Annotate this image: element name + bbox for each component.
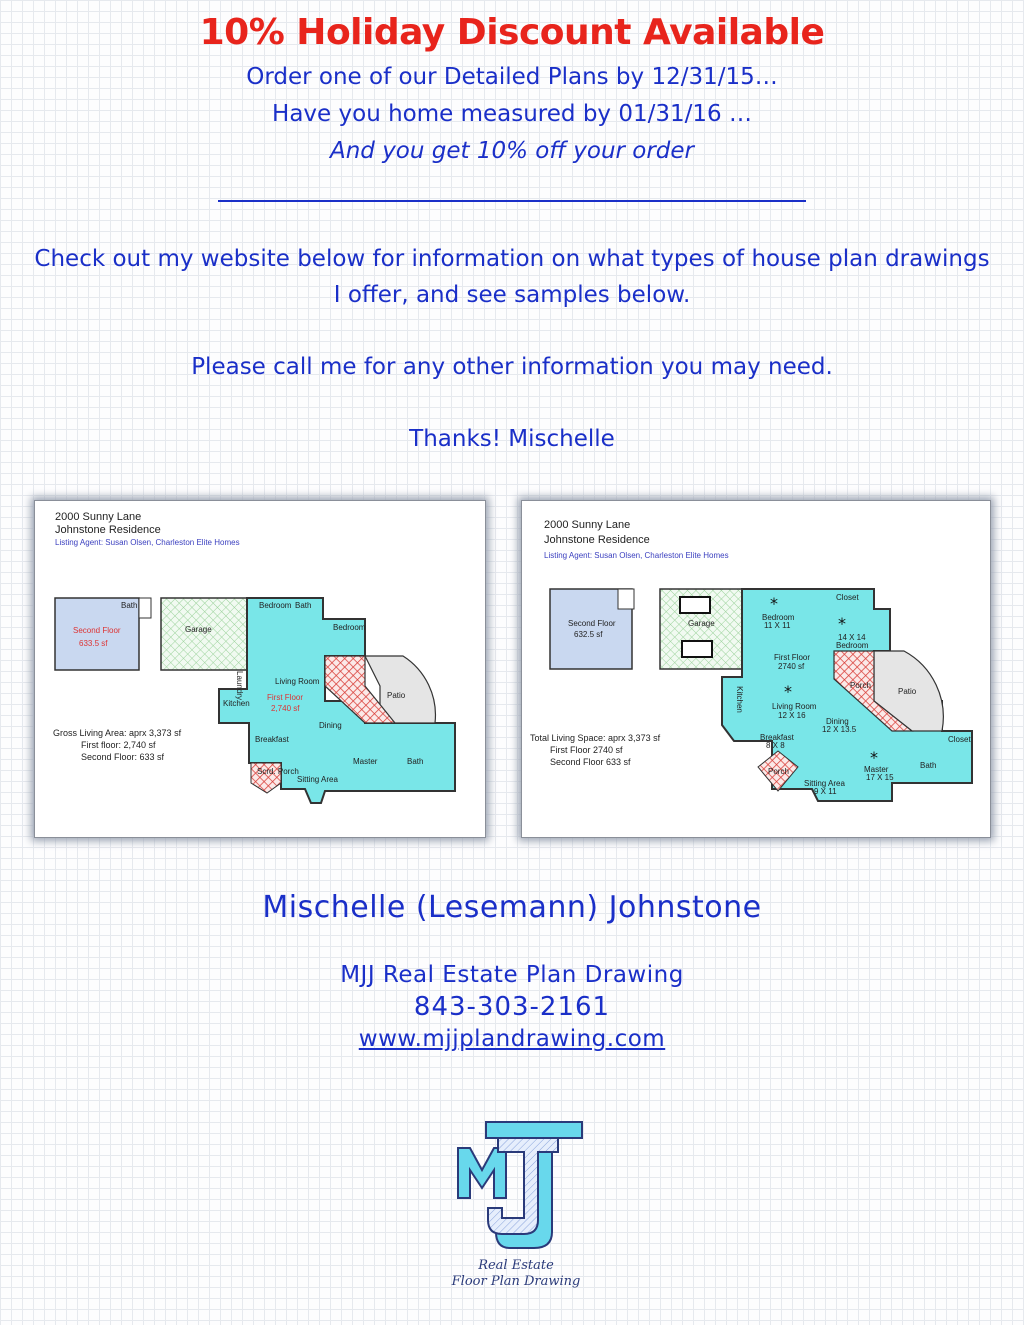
room-bath-2: Bath xyxy=(295,601,312,610)
room-master: Master xyxy=(864,765,889,774)
message-line-1: Check out my website below for information on what types of house plan drawings xyxy=(34,246,990,272)
mjj-logo xyxy=(426,1108,606,1308)
second-floor-area: 632.5 sf xyxy=(574,630,603,639)
sample-plan-left xyxy=(34,500,486,838)
svg-text:*: * xyxy=(784,682,792,701)
message-signoff: Thanks! Mischelle xyxy=(409,426,615,452)
logo-line-1: Real Estate xyxy=(478,1258,554,1273)
room-closet-2: Closet xyxy=(948,735,971,744)
message-line-2: Please call me for any other information you may need. xyxy=(191,354,833,380)
room-sitting-area-size: 9 X 11 xyxy=(814,787,837,796)
plan-address: 2000 Sunny Lane xyxy=(55,511,142,523)
plan-agent: Listing Agent: Susan Olsen, Charleston Elite Homes xyxy=(55,538,240,547)
room-bath: Bath xyxy=(121,601,138,610)
room-bedroom-2: Bedroom xyxy=(333,623,366,632)
room-patio: Patio xyxy=(387,691,406,700)
room-living-room: Living Room xyxy=(275,677,320,686)
room-garage: Garage xyxy=(688,619,715,628)
first-floor-area: 2,740 sf xyxy=(271,704,300,713)
room-breakfast: Breakfast xyxy=(255,735,289,744)
room-bath-3: Bath xyxy=(407,757,424,766)
room-master: Master xyxy=(353,757,378,766)
website-link[interactable]: www.mjjplandrawing.com xyxy=(358,1026,666,1052)
sample-plan-right xyxy=(521,500,991,838)
room-porch: Scrd. Porch xyxy=(257,767,299,776)
first-floor-label: First Floor xyxy=(267,693,303,702)
floor-plan-drawing xyxy=(522,501,990,837)
plan-address: 2000 Sunny Lane xyxy=(544,519,631,531)
offer-line-2: Have you home measured by 01/31/16 … xyxy=(272,101,752,127)
room-sitting-area: Sitting Area xyxy=(804,779,845,788)
room-porch: Porch xyxy=(850,681,871,690)
room-breakfast-size: 8 X 8 xyxy=(766,741,785,750)
room-kitchen: Kitchen xyxy=(223,699,250,708)
first-floor-label: First Floor xyxy=(774,653,810,662)
offer-line-1: Order one of our Detailed Plans by 12/31/15… xyxy=(246,64,778,90)
room-patio: Patio xyxy=(898,687,917,696)
contact-name: Mischelle (Lesemann) Johnstone xyxy=(262,890,762,925)
room-laundry: Laundry xyxy=(234,671,244,700)
room-living-room: Living Room xyxy=(772,702,817,711)
room-bedroom: Bedroom xyxy=(259,601,292,610)
company-name: MJJ Real Estate Plan Drawing xyxy=(340,962,684,988)
logo-line-2: Floor Plan Drawing xyxy=(451,1274,581,1289)
room-breakfast: Breakfast xyxy=(760,733,794,742)
room-garage: Garage xyxy=(185,625,212,634)
phone-number: 843-303-2161 xyxy=(413,992,611,1022)
plan-residence: Johnstone Residence xyxy=(55,524,161,536)
second-floor-label: Second Floor xyxy=(568,619,616,628)
second-floor-label: Second Floor xyxy=(73,626,121,635)
plan-residence: Johnstone Residence xyxy=(544,534,650,546)
room-bath: Bath xyxy=(920,761,937,770)
room-bedroom-size: 11 X 11 xyxy=(764,621,791,630)
room-dining: Dining xyxy=(826,717,849,726)
second-floor-area: 633.5 sf xyxy=(79,639,108,648)
room-bedroom-2: Bedroom xyxy=(836,641,869,650)
room-bedroom-2-size: 14 X 14 xyxy=(838,633,866,642)
room-kitchen: Kitchen xyxy=(734,686,744,713)
svg-text:*: * xyxy=(838,614,846,633)
message-line-1b: I offer, and see samples below. xyxy=(333,282,691,308)
room-closet: Closet xyxy=(836,593,859,602)
offer-line-3: And you get 10% off your order xyxy=(329,138,695,164)
plan-stats: Total Living Space: aprx 3,373 sf First Floor 2740 sf Second Floor 633 sf xyxy=(530,733,661,767)
svg-text:*: * xyxy=(770,594,778,613)
divider xyxy=(218,200,806,202)
plan-agent: Listing Agent: Susan Olsen, Charleston Elite Homes xyxy=(544,551,729,560)
first-floor-area: 2740 sf xyxy=(778,662,805,671)
room-master-size: 17 X 15 xyxy=(866,773,894,782)
logo-graphic xyxy=(426,1108,606,1258)
room-dining: Dining xyxy=(319,721,342,730)
svg-text:*: * xyxy=(870,748,878,767)
room-sitting-area: Sitting Area xyxy=(297,775,338,784)
plan-stats: Gross Living Area: aprx 3,373 sf First floor: 2,740 sf Second Floor: 633 sf xyxy=(53,728,182,762)
floor-plan-drawing xyxy=(35,501,485,837)
room-porch-2: Porch xyxy=(768,767,789,776)
room-living-room-size: 12 X 16 xyxy=(778,711,806,720)
room-dining-size: 12 X 13.5 xyxy=(822,725,857,734)
headline: 10% Holiday Discount Available xyxy=(199,12,825,53)
room-bedroom: Bedroom xyxy=(762,613,795,622)
